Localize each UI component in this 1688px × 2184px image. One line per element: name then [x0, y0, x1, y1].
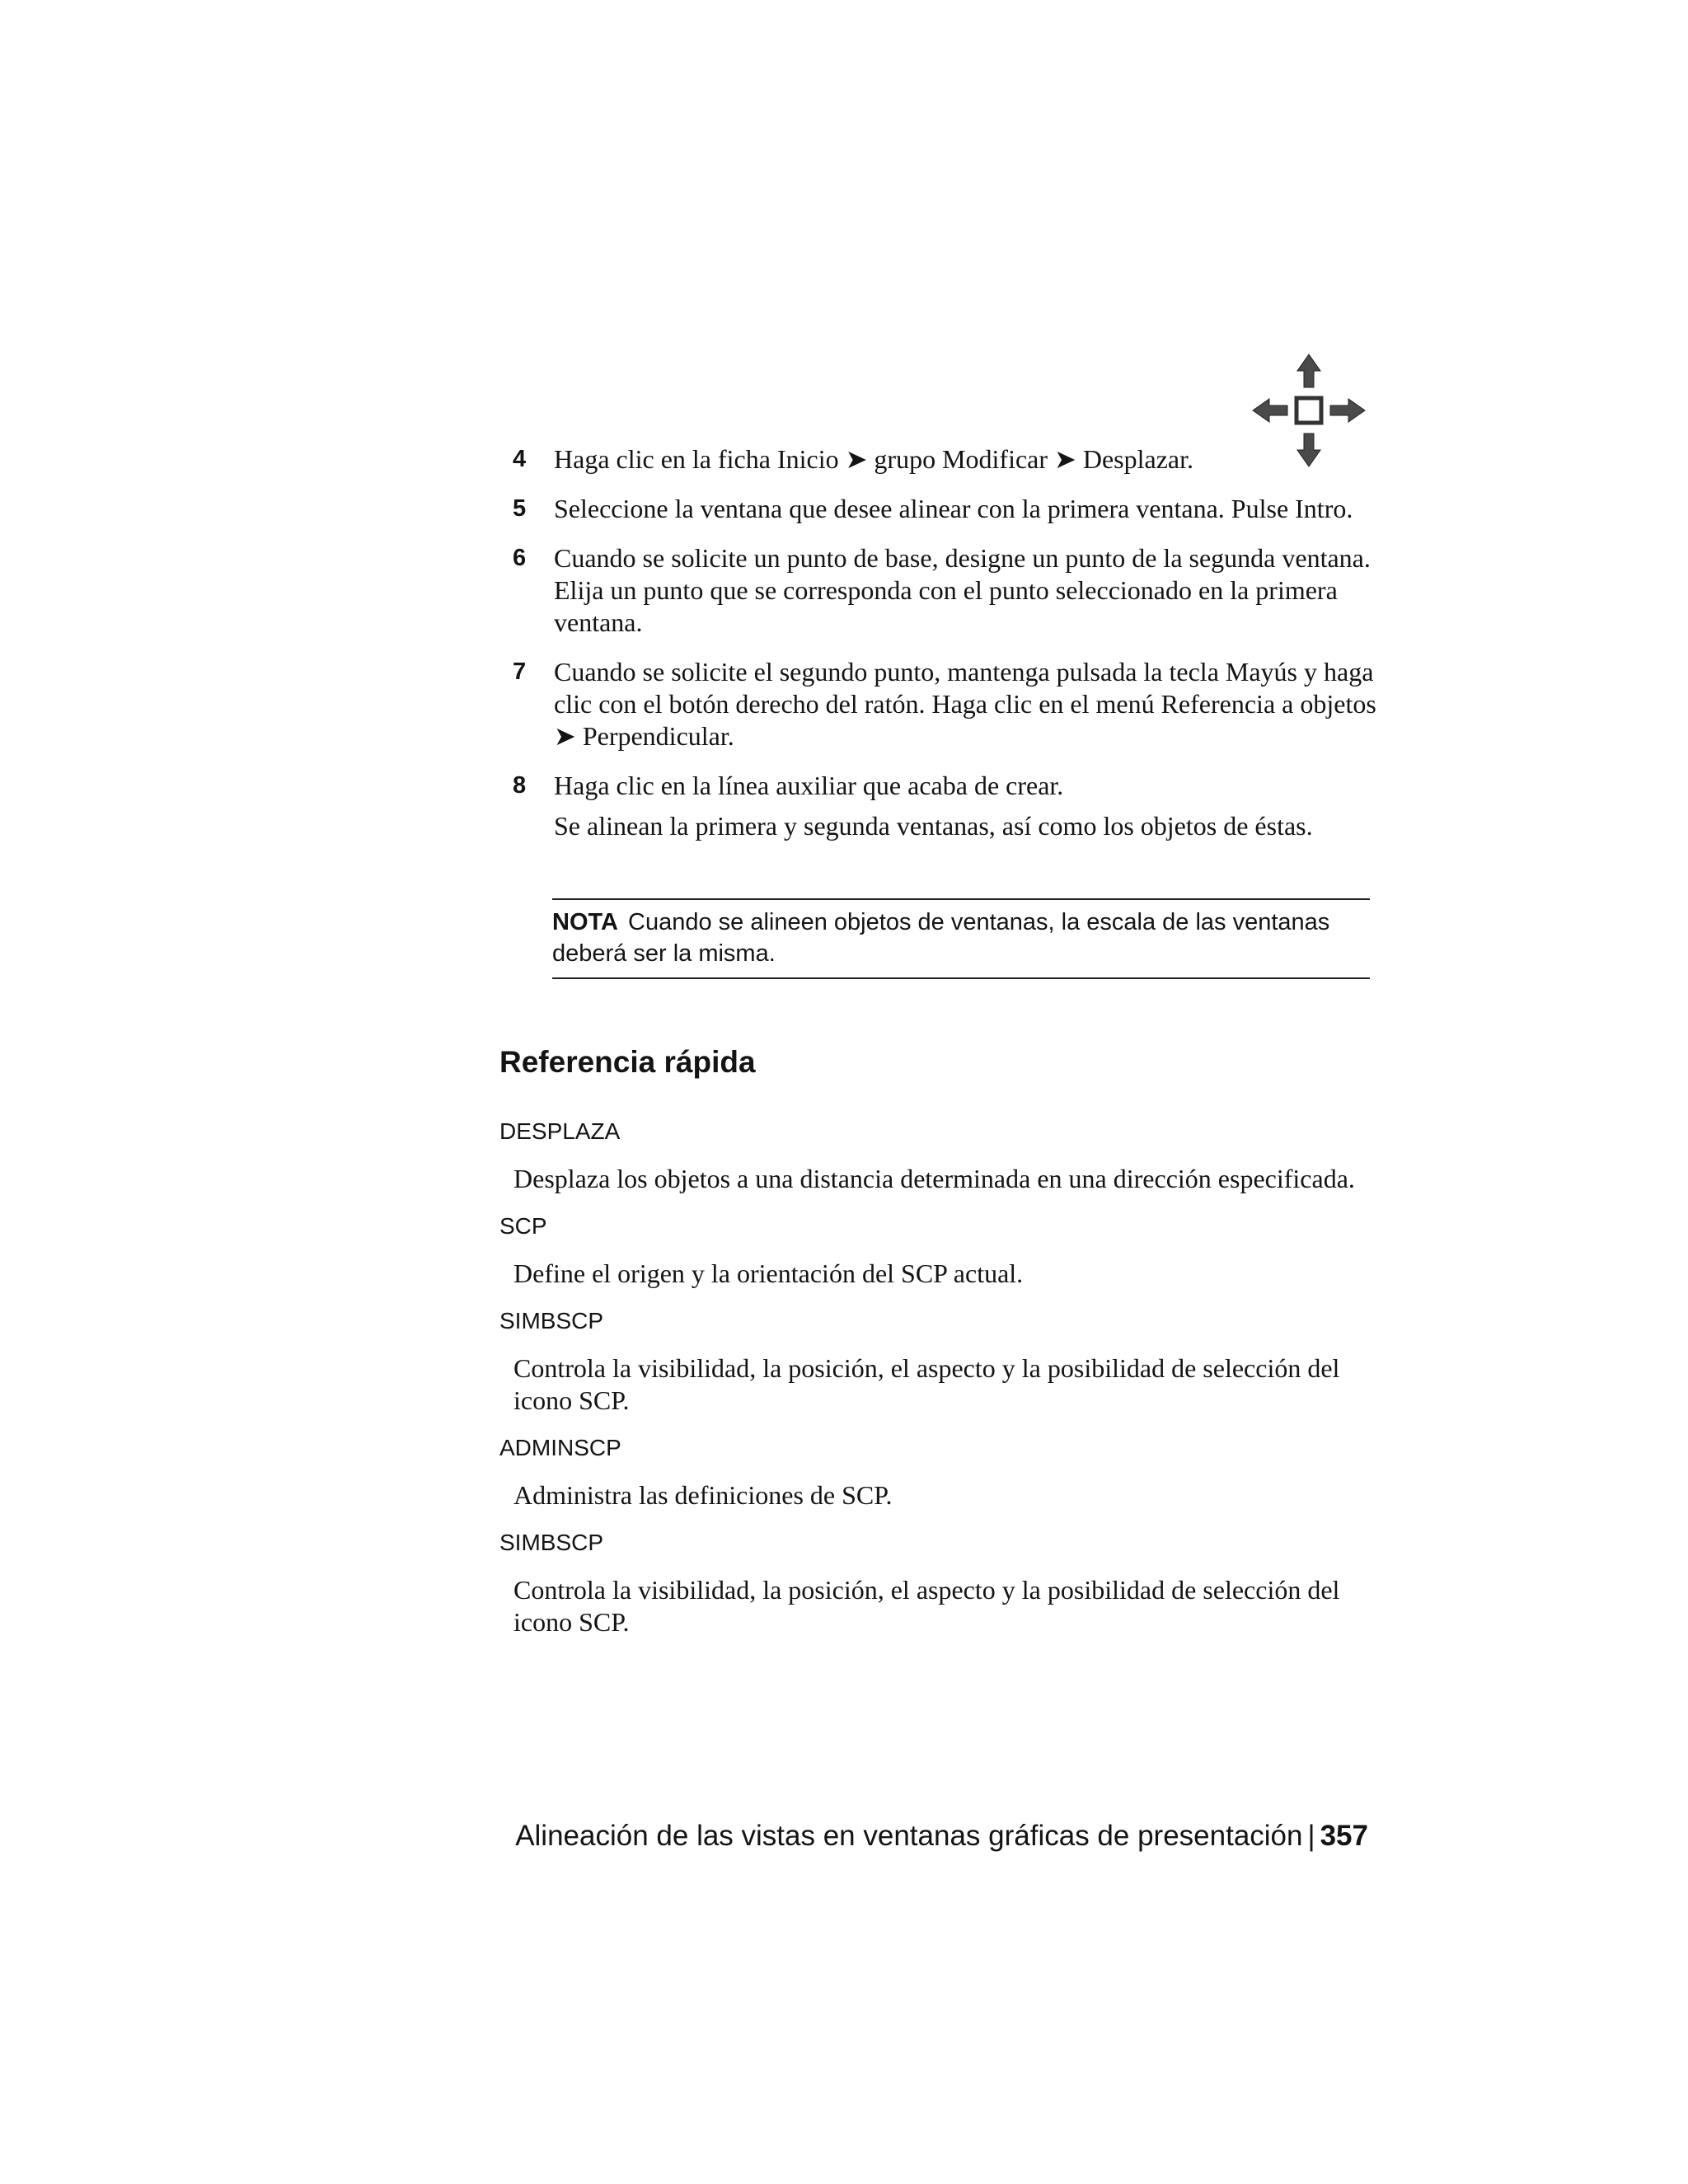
command-name: DESPLAZA: [499, 1118, 621, 1144]
step-text: Cuando se solicite un punto de base, designe un punto de la segunda ventana. Elija un punto que se corresponda con el punto seleccionado en la primera ventana.: [554, 543, 1371, 637]
command-description: Desplaza los objetos a una distancia determinada en una dirección especificada.: [513, 1164, 1355, 1193]
step-6: [513, 542, 1376, 639]
step-text: Seleccione la ventana que desee alinear con la primera ventana. Pulse Intro.: [554, 494, 1353, 523]
step-text: Cuando se solicite el segundo punto, mantenga pulsada la tecla Mayús y haga clic con el botón derecho del ratón. Haga clic en el menú Referencia a objetos ➤ Perpendicular.: [554, 657, 1376, 751]
quick-reference-entry: [499, 1306, 1373, 1417]
step-number: 7: [513, 658, 527, 685]
step-8: [513, 770, 1376, 842]
note-box: [552, 898, 1370, 979]
step-number: 8: [513, 772, 527, 799]
note-text: Cuando se alineen objetos de ventanas, la escala de las ventanas deberá ser la misma.: [552, 909, 1330, 967]
command-name: SCP: [499, 1213, 547, 1239]
step-result: Se alinean la primera y segunda ventanas, así como los objetos de éstas.: [554, 811, 1313, 841]
step-number: 5: [513, 495, 527, 522]
command-description: Controla la visibilidad, la posición, el aspecto y la posibilidad de selección del icono SCP.: [513, 1575, 1340, 1637]
steps-list: [513, 443, 1376, 860]
step-text: Haga clic en la línea auxiliar que acaba de crear.: [554, 771, 1064, 800]
command-name: SIMBSCP: [499, 1530, 604, 1555]
quick-reference-entry: [499, 1117, 1373, 1195]
command-description: Administra las definiciones de SCP.: [513, 1480, 893, 1510]
footer-title: Alineación de las vistas en ventanas gráficas de presentación: [515, 1820, 1303, 1852]
quick-reference-heading: Referencia rápida: [499, 1045, 756, 1079]
note-label: NOTA: [552, 909, 619, 935]
step-4: [513, 443, 1376, 476]
command-name: ADMINSCP: [499, 1435, 621, 1460]
command-description: Controla la visibilidad, la posición, el aspecto y la posibilidad de selección del icono SCP.: [513, 1353, 1340, 1415]
page-number: 357: [1320, 1820, 1368, 1852]
step-7: [513, 656, 1376, 752]
step-5: [513, 493, 1376, 525]
footer-separator: |: [1307, 1820, 1315, 1852]
quick-reference-entry: [499, 1433, 1373, 1511]
quick-reference-list: [499, 1117, 1373, 1655]
step-number: 6: [513, 545, 527, 571]
page-footer: [515, 1820, 1368, 1853]
quick-reference-entry: [499, 1528, 1373, 1638]
command-description: Define el origen y la orientación del SCP actual.: [513, 1258, 1024, 1288]
step-number: 4: [513, 446, 527, 472]
quick-reference-entry: [499, 1212, 1373, 1290]
step-text: Haga clic en la ficha Inicio ➤ grupo Modificar ➤ Desplazar.: [554, 444, 1193, 474]
command-name: SIMBSCP: [499, 1308, 604, 1333]
